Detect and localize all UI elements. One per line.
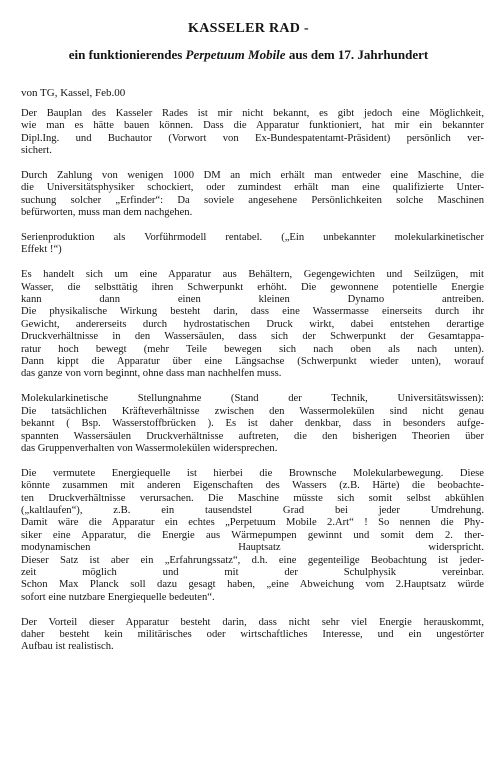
text-line: spannten Wassersäulen Druckverhältnisse auftreten, die den bisherigen Theorien über — [21, 430, 484, 442]
text-line: Es handelt sich um eine Apparatur aus Behältern, Gegengewichten und Seilzügen, mit — [21, 269, 484, 281]
paragraph — [21, 393, 484, 455]
text-line: Schon Max Planck soll dazu gesagt haben, „eine Abweichung vom 2.Hauptsatz würde — [21, 579, 484, 591]
text-line: bekannt ( Bsp. Wasserstoffbrücken ). Es ist daher denkbar, dass in besonders aufge- — [21, 418, 484, 430]
text-line: die Universitätsphysiker schockiert, oder zumindest erhält man eine qualifizierte Unter- — [21, 182, 484, 194]
paragraph — [21, 232, 484, 257]
text-line: befürworten, muss man dem nachgehen. — [21, 207, 193, 219]
text-line: Die tatsächlichen Kräfteverhältnisse zwischen den Wassermolekülen sind nicht genau — [21, 405, 484, 417]
byline: von TG, Kassel, Feb.00 — [21, 87, 126, 99]
document-subtitle — [0, 47, 497, 63]
text-line: das ganze von vorn beginnt, ohne dass man nachhelfen muss. — [21, 368, 282, 380]
text-line: Serienproduktion als Vorführmodell rentabel. („Ein unbekannter molekularkinetischer — [21, 232, 484, 244]
paragraph — [21, 617, 484, 654]
text-line: könnte zusammen mit anderen Eigenschaften des Wassers (z.B. Härte) die beobachte- — [21, 480, 484, 492]
text-line: („kaltlaufen“), z.B. ein tausendstel Grad bei jeder Umdrehung. — [21, 504, 484, 516]
text-line: sofort eine nutzbare Energiequelle bedeuten“. — [21, 591, 215, 603]
text-line: Der Vorteil dieser Apparatur besteht darin, dass nicht sehr viel Energie herauskommt, — [21, 616, 484, 628]
text-line: Die physikalische Wirkung besteht darin, dass eine Wassermasse einerseits durch ihr — [21, 306, 484, 318]
subtitle-text-start: ein funktionierendes — [68, 47, 186, 62]
document-title: KASSELER RAD - — [188, 21, 309, 36]
text-line: Aufbau ist realistisch. — [21, 641, 114, 653]
text-line: siker eine Apparatur, die Energie aus Wärmepumpen gewinnt und somit dem 2. ther- — [21, 529, 484, 541]
text-line: sichert. — [21, 145, 52, 157]
text-line: Damit wäre die Apparatur ein echtes „Perpetuum Mobile 2.Art“ ! So nennen die Phy- — [21, 517, 484, 529]
text-line: daher besteht kein militärisches oder wirtschaftliches Interesse, und ein ungestörter — [21, 628, 484, 640]
text-line: modynamischen Hauptsatz widerspricht. — [21, 542, 484, 554]
text-line: das Gruppenverhalten von Wassermolekülen widersprechen. — [21, 442, 278, 454]
text-line: ratur hoch bewegt (mehr Teile bewegen sich nach oben als nach unten). — [21, 343, 484, 355]
text-line: Molekularkinetische Stellungnahme (Stand der Technik, Universitätswissen): — [21, 393, 484, 405]
paragraph — [21, 468, 484, 604]
text-line: Effekt !“) — [21, 244, 62, 256]
paragraph — [21, 108, 484, 158]
article-body — [21, 108, 484, 666]
text-line: wie man es hätte bauen können. Dass die Apparatur funktioniert, hat mir ein bekannter — [21, 120, 484, 132]
text-line: Dann kippt die Apparatur über eine Längsachse (Schwerpunkt wieder unten), worauf — [21, 356, 484, 368]
text-line: Gewicht, andererseits durch hydrostatischen Druck wirkt, dabei entstehen derartige — [21, 318, 484, 330]
text-line: zeit möglich und mit der Schulphysik vereinbar. — [21, 566, 484, 578]
text-line: Durch Zahlung von wenigen 1000 DM an mich erhält man entweder eine Maschine, die — [21, 170, 484, 182]
subtitle-emphasis: Perpetuum Mobile — [185, 47, 286, 62]
text-line: Dipl.Ing. und Buchautor (Vorwort von Ex-Bundespatentamt-Präsident) persönlich ver- — [21, 132, 484, 144]
paragraph — [21, 170, 484, 220]
subtitle-text-end: aus dem 17. Jahrhundert — [285, 47, 429, 62]
text-line: ten Druckverhältnisse verursachen. Die Maschine müsste sich somit selbst abkühlen — [21, 492, 484, 504]
text-line: kann dann einen kleinen Dynamo antreiben. — [21, 294, 484, 306]
text-line: Wasser, die selbsttätig ihren Schwerpunkt erhöht. Die gewonnene potentielle Energie — [21, 281, 484, 293]
text-line: Druckverhältnisse in den Wassersäulen, dass sich der Schwerpunkt der Gesamtappa- — [21, 331, 484, 343]
text-line: suchung solcher „Erfinder“: Da soviele angesehene Persönlichkeiten solche Maschinen — [21, 194, 484, 206]
paragraph — [21, 269, 484, 381]
text-line: Die vermutete Energiequelle ist hierbei die Brownsche Molekularbewegung. Diese — [21, 467, 484, 479]
text-line: Der Bauplan des Kasseler Rades ist mir nicht bekannt, es gibt jedoch eine Möglichkeit, — [21, 108, 484, 119]
text-line: Dieser Satz ist aber ein „Erfahrungssatz“, d.h. eine gegenteilige Beobachtung ist jeder- — [21, 554, 484, 566]
